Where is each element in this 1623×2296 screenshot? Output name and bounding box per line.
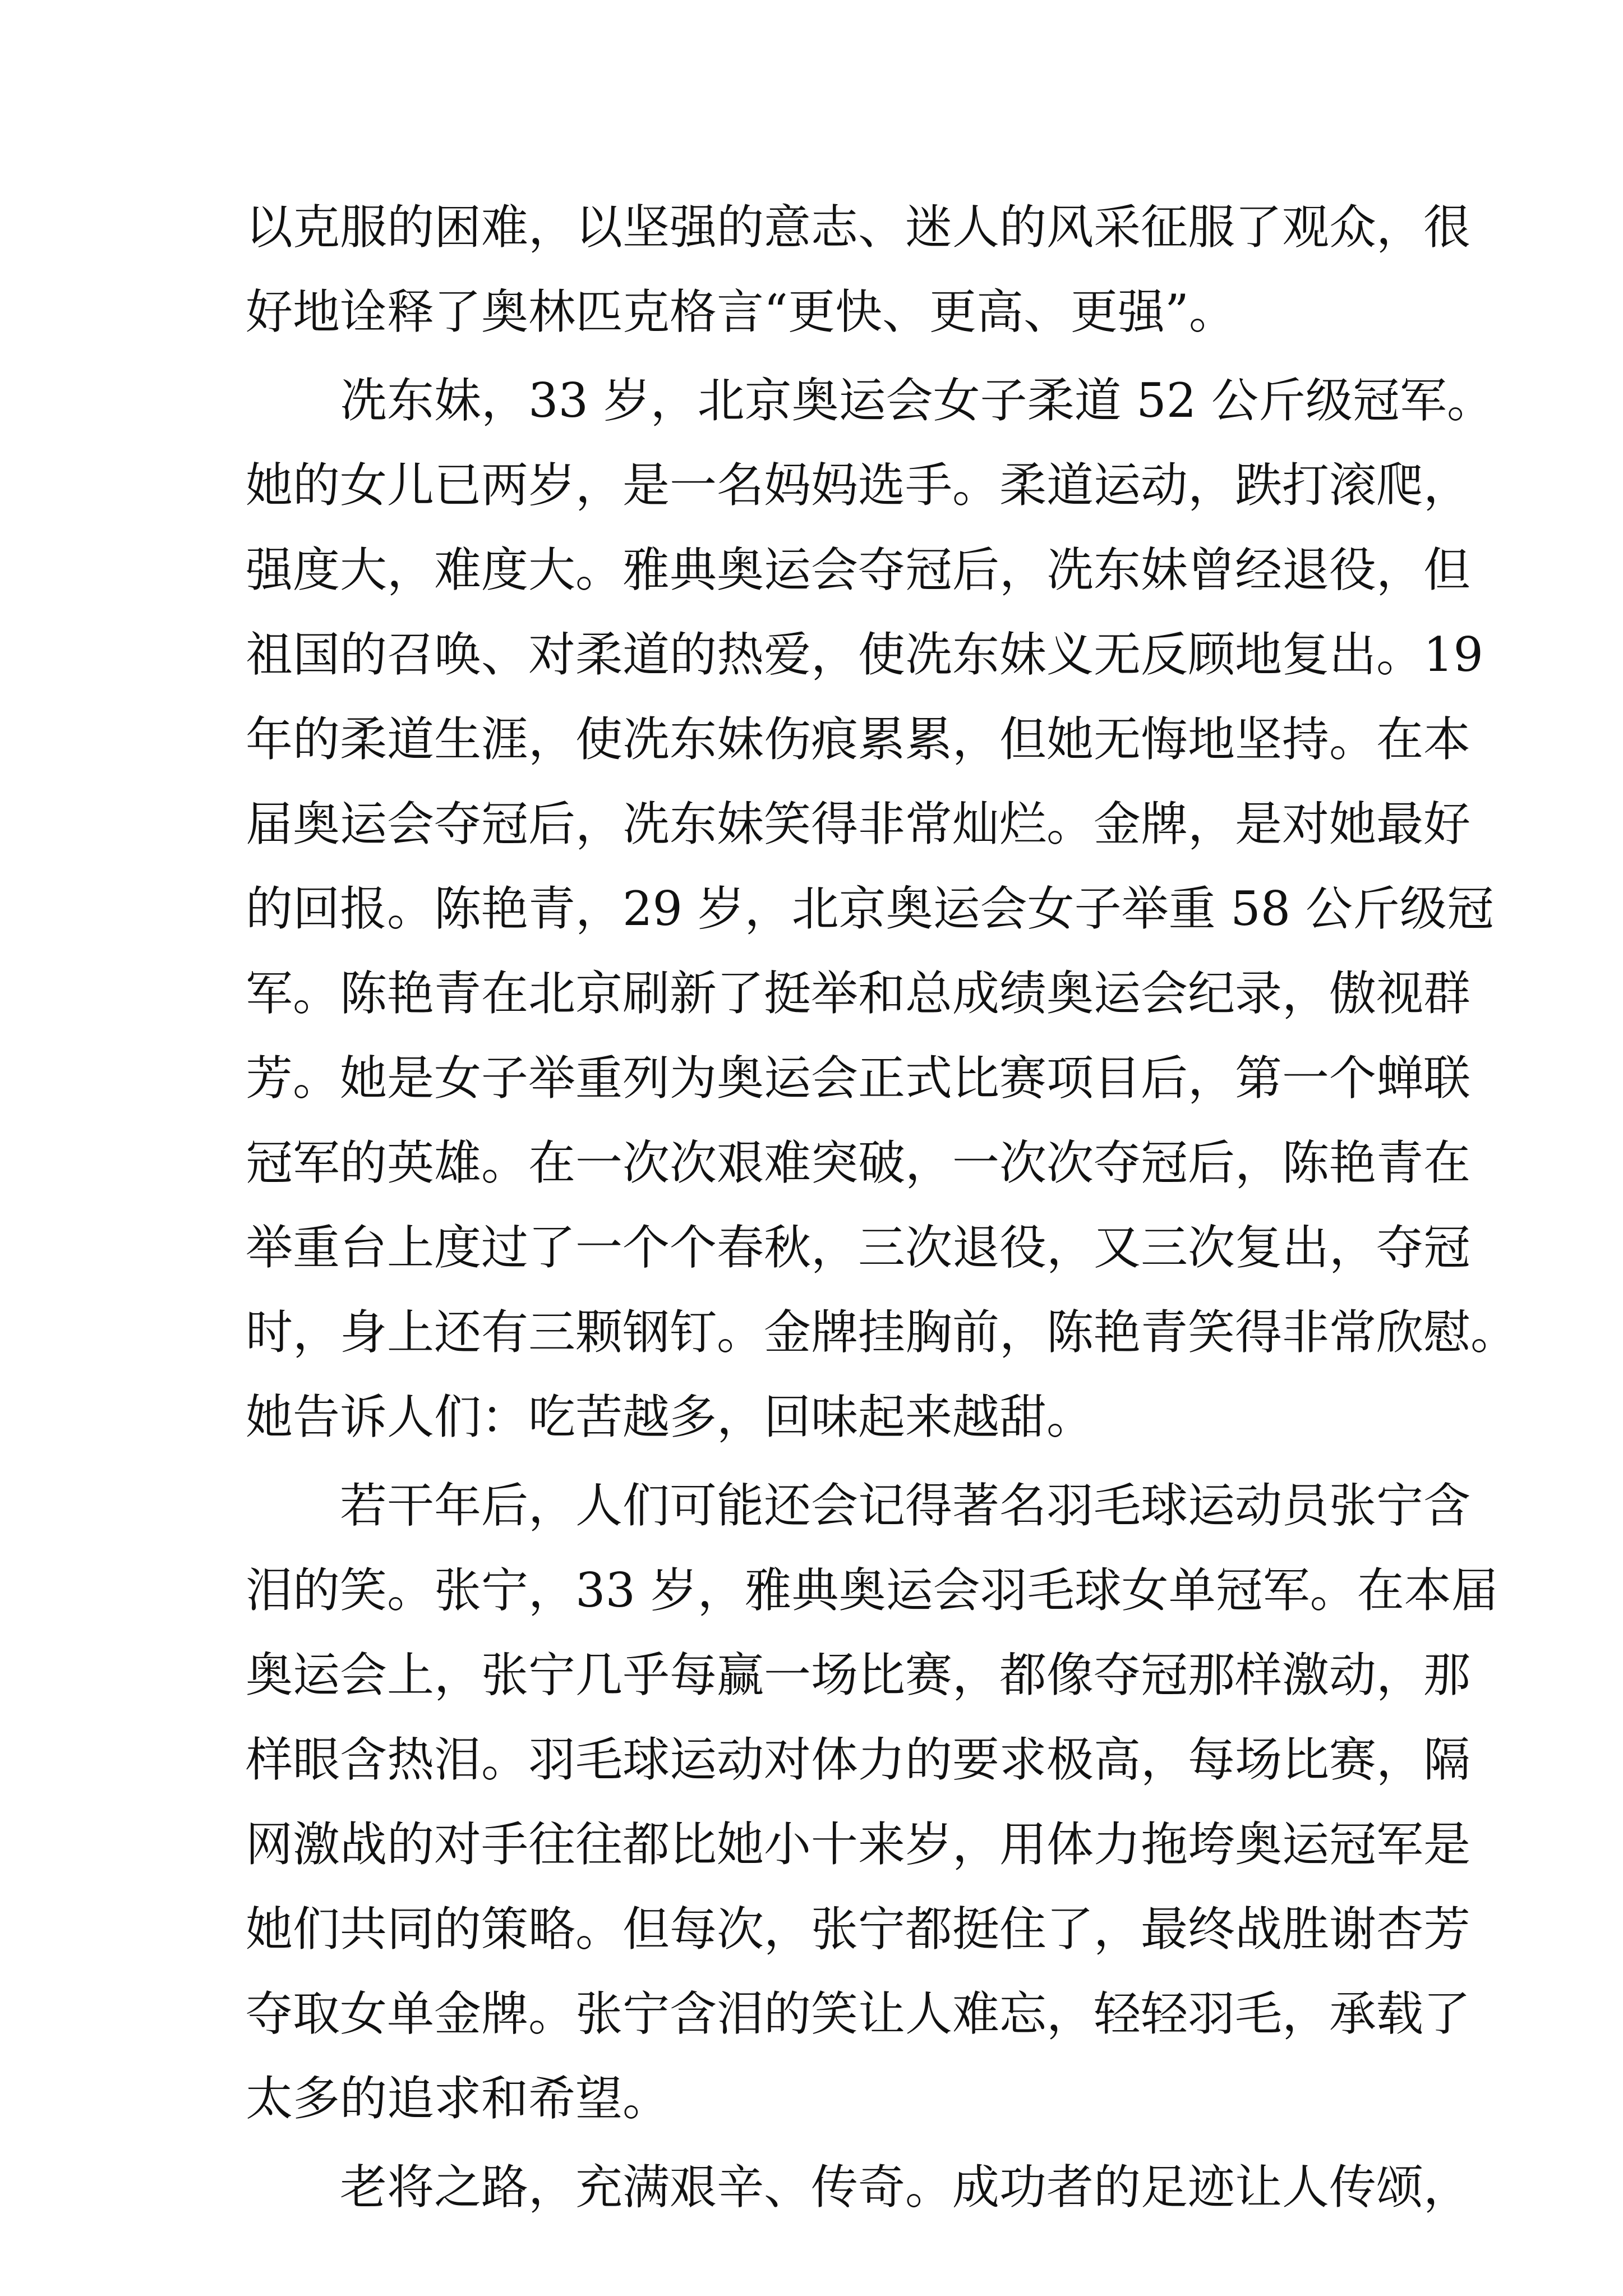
paragraph: [246, 1464, 1498, 2141]
paragraph: [246, 358, 1518, 1460]
text-line: 网激战的对手往往都比她小十来岁，用体力拖垮奥运冠军是: [246, 1817, 1471, 1872]
text-line: 若干年后，人们可能还会记得著名羽毛球运动员张宁含: [246, 1478, 1471, 1533]
text-line: 样眼含热泪。羽毛球运动对体力的要求极高，每场比赛，隔: [246, 1732, 1471, 1787]
text-line: 冼东妹，33 岁，北京奥运会女子柔道 52 公斤级冠军。: [246, 373, 1494, 428]
text-line: 的回报。陈艳青，29 岁，北京奥运会女子举重 58 公斤级冠: [246, 881, 1494, 936]
text-line: 她们共同的策略。但每次，张宁都挺住了，最终战胜谢杏芳: [246, 1902, 1471, 1957]
text-line: 强度大，难度大。雅典奥运会夺冠后，冼东妹曾经退役，但: [246, 542, 1471, 597]
paragraph: [246, 185, 1471, 355]
text-line: 奥运会上，张宁几乎每赢一场比赛，都像夺冠那样激动，那: [246, 1648, 1471, 1703]
text-line: 老将之路，充满艰辛、传奇。成功者的足迹让人传颂，: [246, 2160, 1471, 2215]
text-line: 举重台上度过了一个个春秋，三次退役，又三次复出，夺冠: [246, 1220, 1471, 1275]
paragraph: [246, 2145, 1471, 2230]
text-line: 她告诉人们：吃苦越多，回味起来越甜。: [246, 1389, 1094, 1444]
text-line: 届奥运会夺冠后，冼东妹笑得非常灿烂。金牌，是对她最好: [246, 797, 1471, 852]
text-line: 年的柔道生涯，使冼东妹伤痕累累，但她无悔地坚持。在本: [246, 712, 1471, 767]
text-line: 她的女儿已两岁，是一名妈妈选手。柔道运动，跌打滚爬，: [246, 458, 1471, 513]
text-line: 太多的追求和希望。: [246, 2071, 670, 2126]
text-line: 芳。她是女子举重列为奥运会正式比赛项目后，第一个蝉联: [246, 1051, 1471, 1106]
text-line: 冠军的英雄。在一次次艰难突破，一次次夺冠后，陈艳青在: [246, 1135, 1471, 1190]
text-line: 军。陈艳青在北京刷新了挺举和总成绩奥运会纪录，傲视群: [246, 966, 1471, 1021]
text-line: 好地诠释了奥林匹克格言“更快、更高、更强”。: [246, 284, 1236, 339]
text-line: 祖国的召唤、对柔道的热爱，使冼东妹义无反顾地复出。19: [246, 627, 1483, 682]
text-line: 夺取女单金牌。张宁含泪的笑让人难忘，轻轻羽毛，承载了: [246, 1986, 1471, 2041]
text-line: 泪的笑。张宁，33 岁，雅典奥运会羽毛球女单冠军。在本届: [246, 1563, 1498, 1618]
body-text: [246, 185, 1518, 2230]
text-line: 时，身上还有三颗钢钉。金牌挂胸前，陈艳青笑得非常欣慰。: [246, 1305, 1518, 1360]
text-line: 以克服的困难，以坚强的意志、迷人的风采征服了观众，很: [246, 200, 1471, 255]
